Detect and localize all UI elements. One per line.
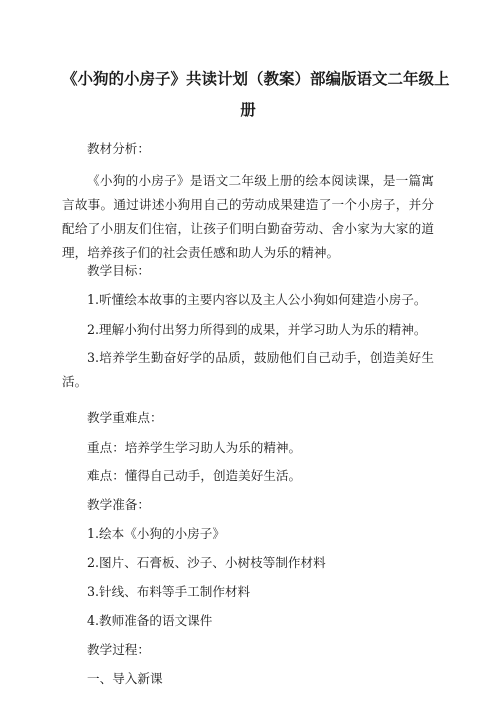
preparation-item-2: 2.图片、石膏板、沙子、小树枝等制作材料 [87, 555, 326, 570]
key-point: 重点：培养学生学习助人为乐的精神。 [87, 440, 302, 455]
process-step-1: 一、导入新课 [87, 671, 163, 686]
document-title-line-2: 册 [240, 101, 256, 119]
process-heading: 教学过程： [87, 642, 150, 657]
analysis-heading: 教材分析： [87, 141, 150, 156]
difficult-point: 难点：懂得自己动手，创造美好生活。 [87, 468, 302, 483]
goal-item-3: 3.培养学生勤奋好学的品质，鼓励他们自己动手，创造美好生活。 [62, 350, 434, 389]
goal-item-2: 2.理解小狗付出努力所得到的成果，并学习助人为乐的精神。 [87, 322, 427, 337]
analysis-paragraph: 《小狗的小房子》是语文二年级上册的绘本阅读课，是一篇寓言故事。通过讲述小狗用自己的劳动成果建造了一个小房子，并分配给了小朋友们住宿，让孩子们明白勤奋劳动、舍小家为大家的道理，培养孩子们的社会责任感和助人为乐的精神。 [62, 173, 434, 260]
document-title-line-1: 《小狗的小房子》共读计划（教案）部编版语文二年级上 [62, 70, 450, 88]
goals-heading: 教学目标： [87, 263, 150, 278]
preparation-item-1: 1.绘本《小狗的小房子》 [87, 526, 225, 541]
preparation-item-3: 3.针线、布料等手工制作材料 [87, 584, 251, 599]
key-points-heading: 教学重难点： [87, 410, 163, 425]
goal-item-1: 1.听懂绘本故事的主要内容以及主人公小狗如何建造小房子。 [87, 292, 427, 307]
preparation-heading: 教学准备： [87, 497, 150, 512]
preparation-item-4: 4.教师准备的语文课件 [87, 613, 213, 628]
